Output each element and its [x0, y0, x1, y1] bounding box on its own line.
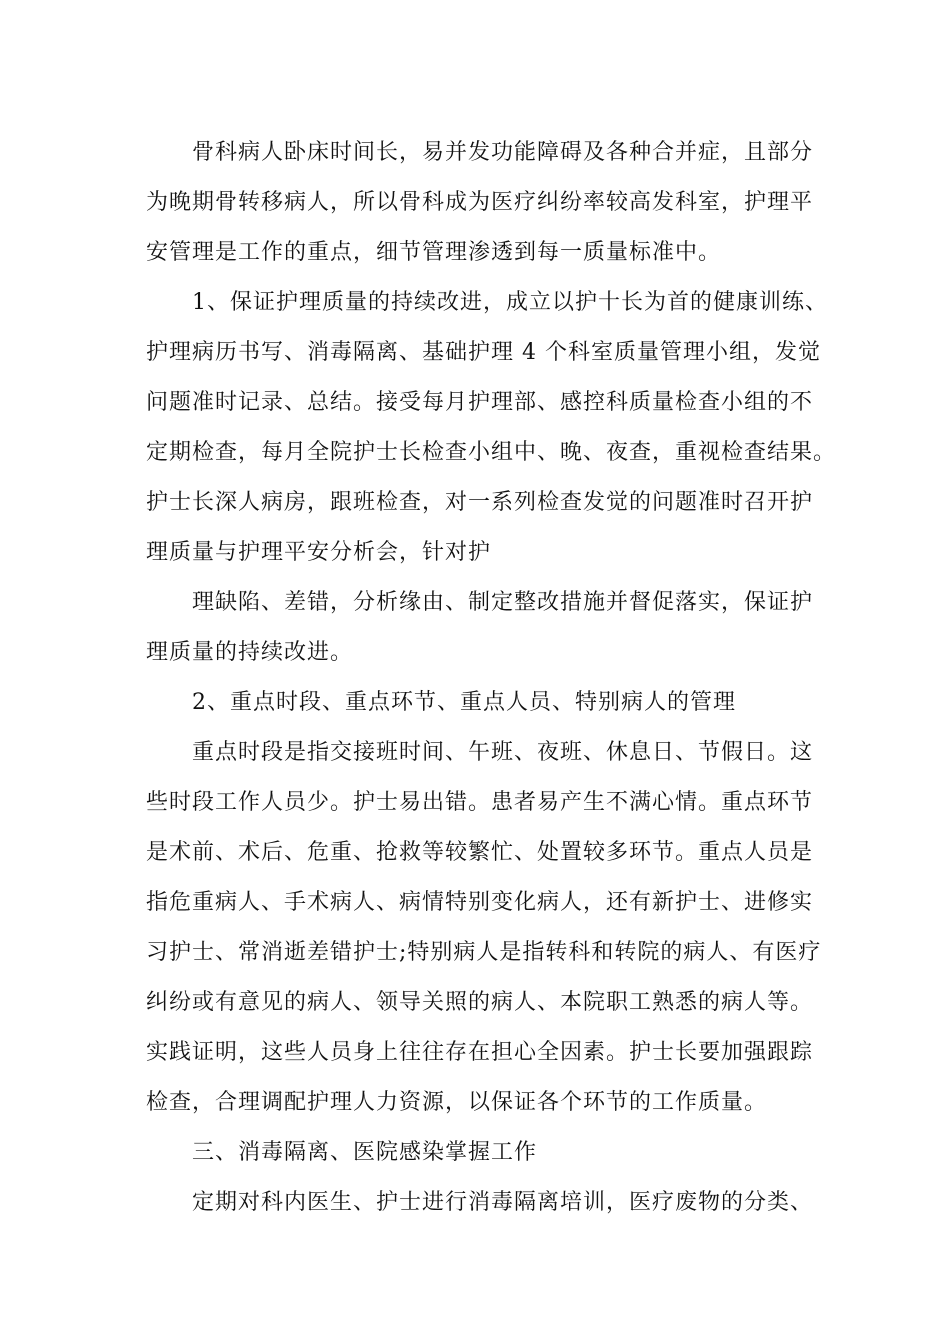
text-line: 理质量的持续改进。: [146, 640, 354, 665]
text-line: 2、重点时段、重点环节、重点人员、特别病人的管理: [192, 690, 736, 715]
text-line: 理缺陷、差错，分析缘由、制定整改措施并督促落实，保证护: [192, 590, 814, 615]
text-line: 护士长深人病房，跟班检查，对一系列检查发觉的问题准时召开护: [146, 490, 814, 515]
text-line: 安管理是工作的重点，细节管理渗透到每一质量标准中。: [146, 240, 722, 265]
text-line: 问题准时记录、总结。接受每月护理部、感控科质量检查小组的不: [146, 390, 814, 415]
text-line: 护理病历书写、消毒隔离、基础护理 4 个科室质量管理小组，发觉: [146, 340, 821, 365]
text-line: 三、消毒隔离、医院感染掌握工作: [192, 1140, 538, 1165]
text-line: 重点时段是指交接班时间、午班、夜班、休息日、节假日。这: [192, 740, 814, 765]
text-line: 骨科病人卧床时间长，易并发功能障碍及各种合并症，且部分: [192, 140, 814, 165]
text-line: 为晚期骨转移病人，所以骨科成为医疗纠纷率较高发科室，护理平: [146, 190, 814, 215]
text-line: 习护士、常消逝差错护士;特别病人是指转科和转院的病人、有医疗: [146, 940, 822, 965]
text-line: 1、保证护理质量的持续改进，成立以护十长为首的健康训练、: [192, 290, 828, 315]
text-line: 指危重病人、手术病人、病情特别变化病人，还有新护士、进修实: [146, 890, 814, 915]
text-line: 定期对科内医生、护士进行消毒隔离培训，医疗废物的分类、: [192, 1190, 814, 1215]
text-line: 纠纷或有意见的病人、领导关照的病人、本院职工熟悉的病人等。: [146, 990, 814, 1015]
text-line: 些时段工作人员少。护士易出错。患者易产生不满心情。重点环节: [146, 790, 814, 815]
text-line: 理质量与护理平安分析会，针对护: [146, 540, 492, 565]
text-line: 实践证明，这些人员身上往往存在担心全因素。护士长要加强跟踪: [146, 1040, 814, 1065]
text-line: 是术前、术后、危重、抢救等较繁忙、处置较多环节。重点人员是: [146, 840, 814, 865]
text-line: 检查，合理调配护理人力资源，以保证各个环节的工作质量。: [146, 1090, 768, 1115]
text-line: 定期检查，每月全院护士长检查小组中、晚、夜查，重视检查结果。: [146, 440, 837, 465]
